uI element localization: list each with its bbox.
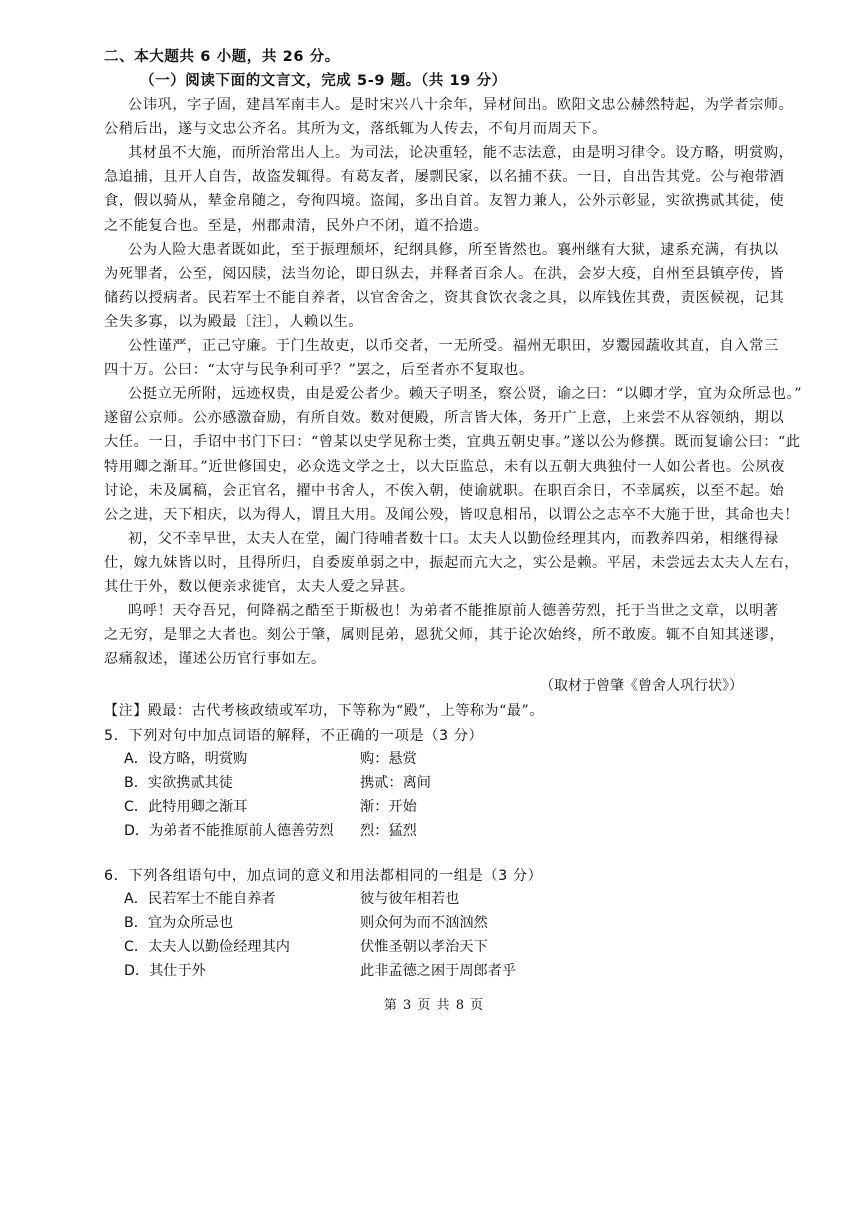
passage-line: 四十万。公曰：“太守与民争利可乎？”罢之，后至者亦不复取也。 [104,362,534,378]
passage-line: 讨论，未及属稿，会正官名，擢中书舍人，不俟入朝，使谕就职。在职百余日，不幸属疾，以至不起。始 [104,483,785,499]
passage-line: 其仕于外，数以便亲求徙官，太夫人爱之异甚。 [104,579,415,595]
section-title: 二、本大题共 6 小题，共 26 分。 [104,49,340,65]
passage-line: 公挺立无所附，远迹权贵，由是爱公者少。赖天子明圣，察公贤，谕之曰：“以卿才学，宜为众所忌也。” [128,386,803,402]
passage-line: 初，父不幸早世，太夫人在堂，阖门待哺者数十口。太夫人以勤俭经理其内，而教养四弟，相继得禄 [128,531,779,547]
q6-option-a-pair: 彼与彼年相若也 [360,891,460,907]
passage-line: 之无穷，是罪之大者也。刻公于肇，属则昆弟，恩犹父师，其于论次始终，所不敢废。辄不自知其迷谬， [104,627,785,643]
passage-line: 大任。一日，手诏中书门下曰：“曾某以史学见称士类，宜典五朝史事。”遂以公为修撰。既而复谕公曰：“此 [104,434,801,450]
passage-line: 特用卿之渐耳。”近世修国史，必众选文学之士，以大臣监总，未有以五朝大典独付一人如公者也。公夙夜 [104,459,785,475]
passage-line: 储药以授病者。民若军士不能自养者，以官舍舍之，资其食饮衣衾之具，以库钱佐其费，责医候视，记其 [104,290,785,306]
passage-line: 之不能复合也。至是，州郡肃清，民外户不闭，道不拾遗。 [104,218,489,234]
page-footer: 第 3 页 共 8 页 [383,998,485,1013]
annotation-note: 【注】殿最：古代考核政绩或军功，下等称为“殿”，上等称为“最”。 [104,703,544,719]
question-5-stem: 5．下列对句中加点词语的解释，不正确的一项是（3 分） [104,728,484,744]
q5-option-c-gloss: 渐：开始 [360,799,417,815]
passage-source: （取材于曾肇《曾舍人巩行状》） [540,678,743,694]
q6-option-c: C．太夫人以勤俭经理其内 [124,939,290,955]
q5-option-d: D．为弟者不能推原前人德善劳烈 [124,823,334,839]
q6-option-d: D．其仕于外 [124,963,206,979]
section-subtitle: （一）阅读下面的文言文，完成 5-9 题。（共 19 分） [140,73,507,89]
q5-option-b: B．实欲携贰其徒 [124,775,234,791]
passage-line: 全失多寡，以为殿最〔注〕，人赖以生。 [104,314,364,330]
q6-option-a: A．民若军士不能自养者 [124,891,276,907]
question-6-stem: 6．下列各组语句中，加点词的意义和用法都相同的一组是（3 分） [104,868,543,884]
q5-option-a: A．设方略，明赏购 [124,751,248,767]
passage-line: 呜呼！天夺吾兄，何降祸之酷至于斯极也！为弟者不能推原前人德善劳烈，托于当世之文章，以明著 [128,603,779,619]
passage-line: 食，假以骑从，辇金帛随之，夸徇四境。盗闻，多出自首。友智力兼人，公外示彰显，实欲携贰其徒，使 [104,193,785,209]
passage-line: 公稍后出，遂与文忠公齐名。其所为文，落纸辄为人传去，不旬月而周天下。 [104,121,607,137]
passage-line: 公讳巩，字子固，建昌军南丰人。是时宋兴八十余年，异材间出。欧阳文忠公赫然特起，为学者宗师。 [128,97,794,113]
q6-option-b-pair: 则众何为而不汹汹然 [360,915,488,931]
passage-line: 忍痛叙述，谨述公历官行事如左。 [104,651,326,667]
passage-line: 公为人险大患者既如此，至于振理颓坏，纪纲具修，所至皆然也。襄州继有大狱，逮系充满，有执以 [128,242,779,258]
q6-option-b: B．宜为众所忌也 [124,915,234,931]
q5-option-a-gloss: 购：悬赏 [360,751,417,767]
passage-line: 公之进，天下相庆，以为得人，谓且大用。及闻公殁，皆叹息相吊，以谓公之志卒不大施于世，其命也夫！ [104,507,800,523]
q5-option-d-gloss: 烈：猛烈 [360,823,417,839]
q5-option-b-gloss: 携贰：离间 [360,775,431,791]
passage-line: 为死罪者，公至，阅囚牍，法当勿论，即日纵去，并释者百余人。在洪，会岁大疫，自州至县镇亭传，皆 [104,266,785,282]
q6-option-c-pair: 伏惟圣朝以孝治天下 [360,939,488,955]
passage-line: 公性谨严，正己守廉。于门生故吏，以币交者，一无所受。福州无职田，岁鬻园蔬收其直，自入常三 [128,338,779,354]
passage-line: 其材虽不大施，而所治常出人上。为司法，论决重轻，能不志法意，由是明习律令。设方略，明赏购， [128,145,794,161]
passage-line: 仕，嫁九妹皆以时，且得所归，自委废单弱之中，振起而亢大之，实公是赖。平居，未尝远去太夫人左右， [104,555,800,571]
q5-option-c: C．此特用卿之渐耳 [124,799,248,815]
passage-line: 遂留公京师。公亦感激奋励，有所自效。数对便殿，所言皆大体，务开广上意，上来尝不从容领纳，期以 [104,410,785,426]
q6-option-d-pair: 此非孟德之困于周郎者乎 [360,963,517,979]
passage-line: 急追捕，且开人自告，故盗发辄得。有葛友者，屡剽民家，以名捕不获。一日，自出告其党。公与袍带酒 [104,169,785,185]
